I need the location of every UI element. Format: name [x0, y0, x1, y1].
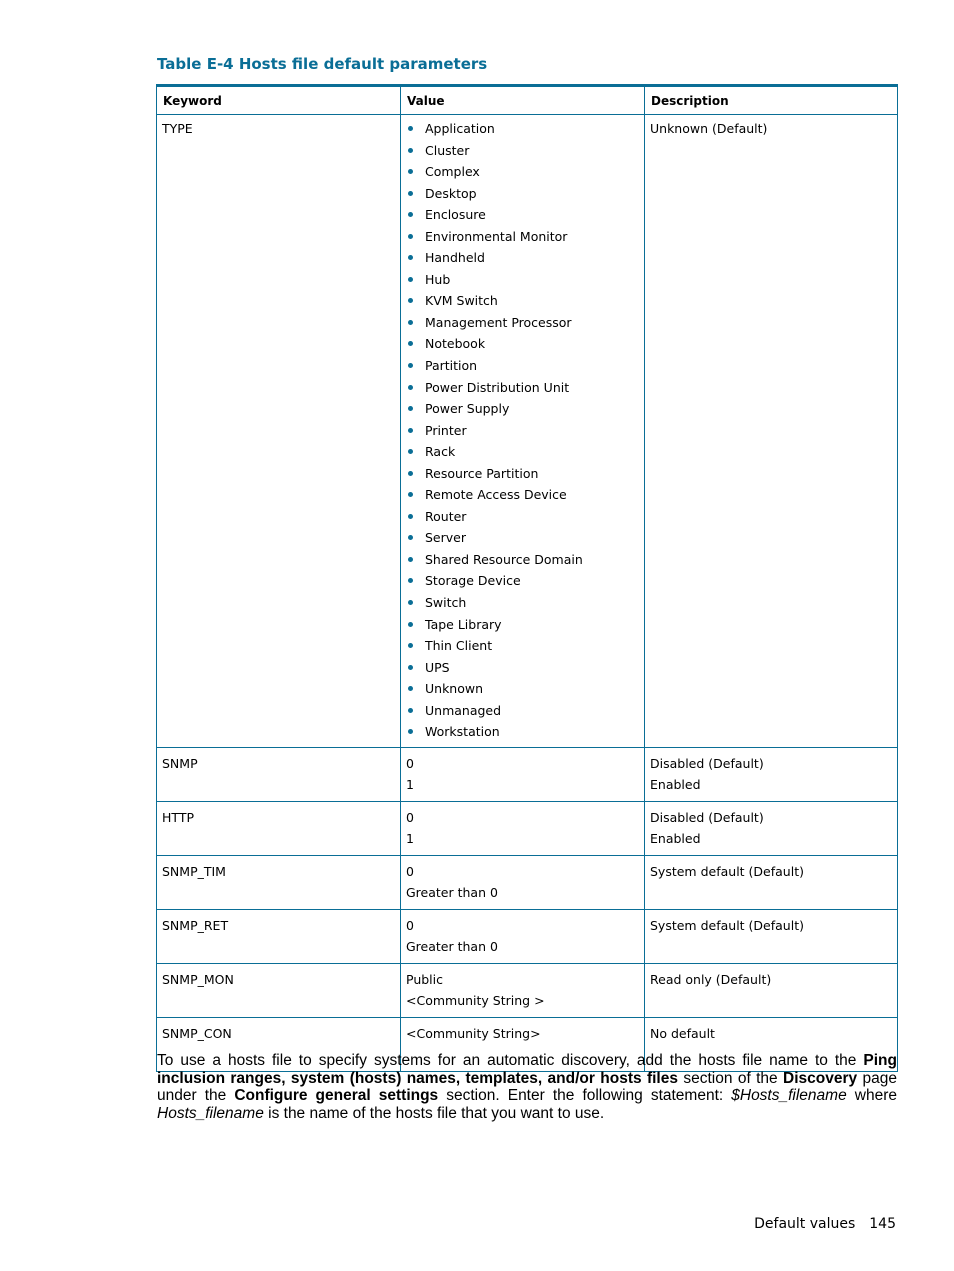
list-item: [406, 312, 639, 334]
list-item: [406, 635, 639, 657]
description-line: Enabled: [650, 831, 701, 847]
keyword-cell: HTTP: [157, 801, 401, 855]
list-item-label: Management Processor: [425, 314, 572, 330]
paragraph-text: section of the: [677, 1069, 784, 1087]
keyword-cell: SNMP_CON: [157, 1017, 401, 1071]
value-cell: [401, 963, 645, 1017]
value-cell: [401, 909, 645, 963]
list-item-label: Hub: [425, 271, 451, 287]
list-item-label: Unmanaged: [425, 702, 502, 718]
list-item: [406, 333, 639, 355]
description-cell: [645, 855, 898, 909]
body-paragraph: [157, 1052, 897, 1122]
list-item: [406, 355, 639, 377]
list-item-label: Storage Device: [425, 573, 521, 589]
list-item: [406, 570, 639, 592]
list-item-label: Thin Client: [425, 638, 493, 654]
value-line: Greater than 0: [406, 939, 498, 955]
value-line: <Community String>: [406, 1025, 541, 1041]
list-item: [406, 118, 639, 140]
table-row: [157, 747, 898, 801]
list-item-label: Server: [425, 530, 466, 546]
hosts-filename-term: Hosts_filename: [157, 1104, 264, 1122]
value-line: 0: [406, 809, 414, 825]
list-item: [406, 592, 639, 614]
list-item: [406, 140, 639, 162]
bullet-icon: [408, 191, 413, 196]
value-cell: [401, 801, 645, 855]
list-item: [406, 420, 639, 442]
hosts-parameters-table: [156, 84, 898, 1072]
list-item-label: Power Distribution Unit: [425, 379, 570, 395]
header-description: Description: [645, 86, 898, 115]
page-footer: [754, 1216, 896, 1232]
value-line: Public: [406, 971, 443, 987]
bullet-icon: [408, 363, 413, 368]
bullet-icon: [408, 385, 413, 390]
keyword-cell: TYPE: [157, 115, 401, 748]
list-item-label: Rack: [425, 444, 456, 460]
list-item-label: Shared Resource Domain: [425, 551, 583, 567]
table-header-row: [157, 86, 898, 115]
footer-section-title: Default values: [754, 1216, 856, 1232]
bullet-icon: [408, 729, 413, 734]
list-item: [406, 549, 639, 571]
description-line: System default (Default): [650, 917, 804, 933]
bullet-icon: [408, 708, 413, 713]
list-item: [406, 377, 639, 399]
hosts-filename-statement: $Hosts_filename: [731, 1087, 847, 1104]
description-line: Disabled (Default): [650, 755, 764, 771]
value-line: 1: [406, 831, 414, 847]
list-item: [406, 441, 639, 463]
keyword-cell: SNMP_MON: [157, 963, 401, 1017]
paragraph-text: page under the: [157, 1069, 897, 1104]
description-cell: [645, 801, 898, 855]
list-item: [406, 614, 639, 636]
table-row-type: [157, 115, 898, 748]
list-item-label: Unknown: [425, 681, 484, 697]
list-item-label: Desktop: [425, 185, 477, 201]
bullet-icon: [408, 535, 413, 540]
table-caption: Table E-4 Hosts file default parameters: [157, 55, 488, 73]
value-line: <Community String >: [406, 993, 545, 1009]
list-item: [406, 506, 639, 528]
list-item: [406, 269, 639, 291]
list-item-label: UPS: [425, 659, 450, 675]
list-item: [406, 398, 639, 420]
bullet-icon: [408, 169, 413, 174]
table-row: [157, 909, 898, 963]
list-item: [406, 226, 639, 248]
bullet-icon: [408, 514, 413, 519]
list-item-label: Environmental Monitor: [425, 228, 568, 244]
value-cell: [401, 115, 645, 748]
header-value: Value: [401, 86, 645, 115]
list-item: [406, 657, 639, 679]
list-item: [406, 247, 639, 269]
bullet-icon: [408, 643, 413, 648]
list-item-label: Switch: [425, 595, 467, 611]
keyword-cell: SNMP: [157, 747, 401, 801]
list-item-label: Complex: [425, 164, 480, 180]
list-item-label: Cluster: [425, 142, 470, 158]
list-item-label: Application: [425, 121, 495, 136]
list-item-label: Partition: [425, 358, 478, 374]
paragraph-text: To use a hosts file to specify systems for an automatic discovery, add the hosts file name to the: [157, 1052, 864, 1069]
list-item-label: Notebook: [425, 336, 486, 352]
description-cell: [645, 747, 898, 801]
description-line: Enabled: [650, 777, 701, 793]
bullet-icon: [408, 492, 413, 497]
list-item-label: Resource Partition: [425, 465, 539, 481]
list-item: [406, 290, 639, 312]
value-line: 1: [406, 777, 414, 793]
list-item-label: Enclosure: [425, 207, 486, 223]
bullet-icon: [408, 234, 413, 239]
list-item: [406, 527, 639, 549]
list-item-label: Remote Access Device: [425, 487, 567, 503]
value-line: 0: [406, 863, 414, 879]
description-line: Read only (Default): [650, 971, 772, 987]
bullet-icon: [408, 449, 413, 454]
discovery-label: Discovery: [783, 1069, 858, 1087]
value-line: Greater than 0: [406, 885, 498, 901]
bullet-icon: [408, 148, 413, 153]
bullet-icon: [408, 557, 413, 562]
table-row: [157, 963, 898, 1017]
keyword-cell: SNMP_RET: [157, 909, 401, 963]
description-cell: [645, 963, 898, 1017]
paragraph-text: where: [846, 1087, 897, 1104]
description-line: Disabled (Default): [650, 809, 764, 825]
list-item-label: Router: [425, 508, 467, 524]
bullet-icon: [408, 277, 413, 282]
header-keyword: Keyword: [157, 86, 401, 115]
list-item-label: Power Supply: [425, 401, 510, 417]
list-item-label: Tape Library: [425, 616, 502, 632]
paragraph-text: is the name of the hosts file that you want to use.: [263, 1104, 605, 1122]
bullet-icon: [408, 255, 413, 260]
table-row: [157, 801, 898, 855]
description-line: No default: [650, 1025, 715, 1041]
list-item-label: Printer: [425, 422, 467, 438]
configure-general-settings-label: Configure general settings: [234, 1087, 439, 1104]
bullet-icon: [408, 406, 413, 411]
bullet-icon: [408, 600, 413, 605]
bullet-icon: [408, 471, 413, 476]
bullet-icon: [408, 320, 413, 325]
list-item: [406, 161, 639, 183]
list-item-label: KVM Switch: [425, 293, 498, 309]
list-item: [406, 463, 639, 485]
list-item: [406, 204, 639, 226]
bullet-icon: [408, 341, 413, 346]
list-item: [406, 700, 639, 722]
bullet-icon: [408, 578, 413, 583]
bullet-icon: [408, 212, 413, 217]
bullet-icon: [408, 686, 413, 691]
value-line: 0: [406, 917, 414, 933]
table-row: [157, 855, 898, 909]
bullet-icon: [408, 665, 413, 670]
description-cell: Unknown (Default): [645, 115, 898, 748]
bullet-icon: [408, 622, 413, 627]
list-item-label: Handheld: [425, 250, 485, 266]
paragraph-text: section. Enter the following statement:: [438, 1087, 732, 1104]
bullet-icon: [408, 126, 413, 131]
list-item-label: Workstation: [425, 724, 500, 740]
list-item: [406, 678, 639, 700]
list-item: [406, 484, 639, 506]
type-value-list: [406, 118, 639, 743]
bullet-icon: [408, 428, 413, 433]
list-item: [406, 721, 639, 743]
description-line: System default (Default): [650, 863, 804, 879]
ping-inclusion-label: Ping inclusion ranges, system (hosts) names, templates, and/or hosts files: [157, 1052, 897, 1087]
keyword-cell: SNMP_TIM: [157, 855, 401, 909]
value-cell: [401, 747, 645, 801]
page-number: 145: [869, 1216, 896, 1232]
list-item: [406, 183, 639, 205]
description-cell: [645, 909, 898, 963]
value-cell: [401, 855, 645, 909]
bullet-icon: [408, 298, 413, 303]
value-line: 0: [406, 755, 414, 771]
